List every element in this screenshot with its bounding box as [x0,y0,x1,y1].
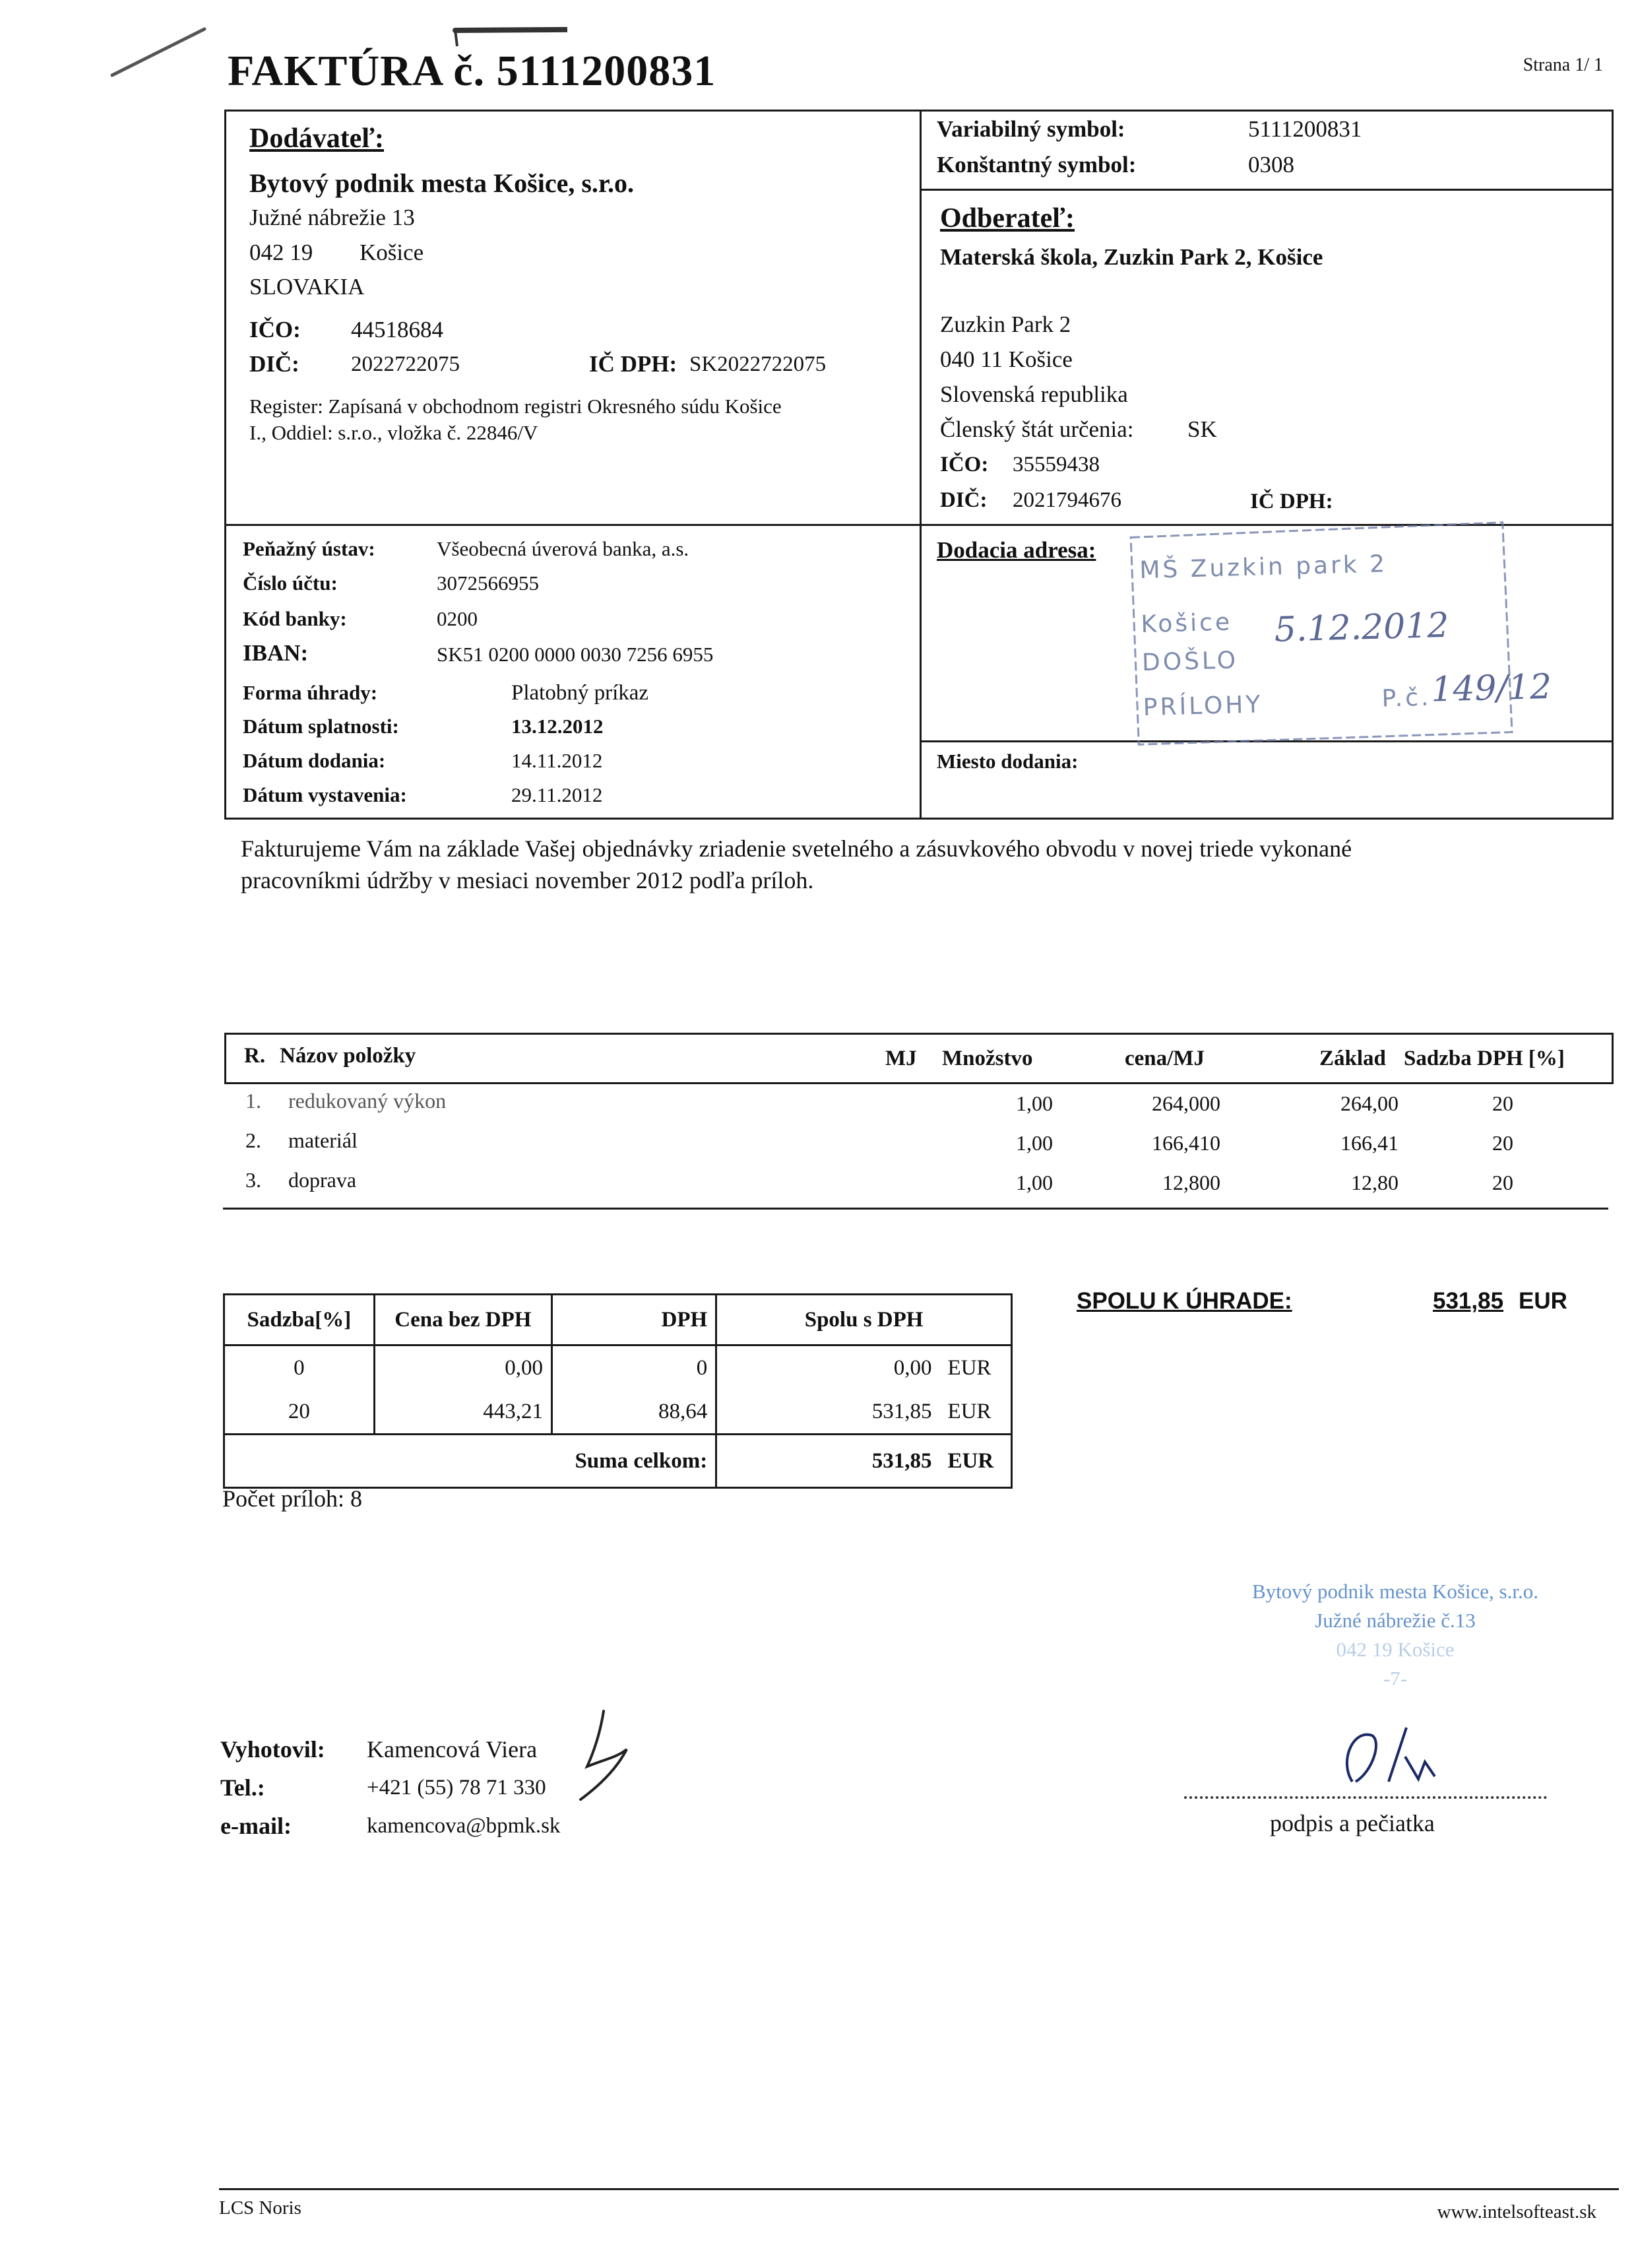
delivery-address-label: Dodacia adresa: [937,537,1096,563]
item-name: doprava [288,1168,357,1192]
issued-by-label: Vyhotovil: [220,1736,325,1763]
supplier-dic: 2022722075 [351,352,460,376]
stamp-handwritten-date: 5.12.2012 [1274,605,1450,650]
company-stamp-line-3: 042 19 Košice [1336,1638,1455,1661]
vat-header-row [224,1295,1012,1345]
customer-dic-label: DIČ: [940,488,988,512]
total-to-pay-currency: EUR [1519,1288,1567,1314]
stamp-line-2: Košice [1141,608,1233,639]
issue-date-label: Dátum vystavenia: [243,783,407,806]
vat-rate-header: Sadzba[%] [224,1295,375,1345]
customer-name: Materská škola, Zuzkin Park 2, Košice [940,244,1323,270]
bank-institution: Všeobecná úverová banka, a.s. [437,537,689,560]
col-base-header: Základ [1319,1047,1386,1070]
table-row [224,1390,1012,1435]
col-name-header: Názov položky [280,1044,416,1068]
item-base: 166,41 [1340,1131,1399,1155]
company-stamp-line-1: Bytový podnik mesta Košice, s.r.o. [1252,1580,1538,1603]
supplier-icdph-label: IČ DPH: [589,351,677,377]
email-label: e-mail: [220,1813,292,1839]
iban: SK51 0200 0000 0030 7256 6955 [437,643,714,666]
item-vat: 20 [1492,1131,1513,1155]
supplier-country: SLOVAKIA [249,274,365,300]
due-date-label: Dátum splatnosti: [243,715,399,738]
box-vertical-divider [920,110,922,820]
phone-label: Tel.: [220,1774,265,1801]
company-stamp-line-4: -7- [1383,1667,1408,1690]
iban-label: IBAN: [243,640,309,666]
vat-net: 443,21 [374,1390,551,1435]
stamp-line-3: DOŠLO [1141,647,1239,677]
item-base: 12,80 [1351,1171,1399,1194]
supplier-icdph: SK2022722075 [689,352,827,376]
items-header-right-rule [1612,1033,1614,1084]
invoice-title: FAKTÚRA č. 5111200831 [228,47,716,95]
stamp-line-4: PRÍLOHY [1143,691,1263,722]
company-stamp [1211,1577,1580,1693]
vat-gross: 531,85 [716,1390,940,1435]
footer-right: www.intelsofteast.sk [1437,2201,1596,2222]
items-header-top-rule [224,1033,1614,1035]
item-qty: 1,00 [1016,1091,1053,1115]
received-stamp [1127,519,1552,747]
constant-symbol-label: Konštantný symbol: [937,152,1137,178]
variable-symbol: 5111200831 [1248,116,1362,142]
description-line-2: pracovníkmi údržby v mesiaci november 2012 podľa príloh. [241,867,814,893]
footer-left: LCS Noris [219,2197,301,2219]
supplier-zip: 042 19 [249,240,313,265]
item-name: materiál [288,1128,358,1152]
email: kamencova@bpmk.sk [367,1814,561,1838]
due-date: 13.12.2012 [511,715,604,738]
footer-rule [219,2188,1619,2190]
supplier-name: Bytový podnik mesta Košice, s.r.o. [249,168,635,198]
company-stamp-line-2: Južné nábrežie č.13 [1315,1609,1476,1632]
customer-ico: 35559438 [1013,453,1100,476]
customer-city: 040 11 Košice [940,346,1073,372]
bank-code-label: Kód banky: [243,607,347,630]
signature-dotted-line [1184,1796,1547,1799]
attachments-count: Počet príloh: 8 [222,1485,362,1512]
issuer-signature [561,1706,640,1805]
vat-total-row [224,1435,1012,1488]
vat-gross: 0,00 [716,1345,940,1390]
item-base: 264,00 [1340,1091,1399,1115]
phone: +421 (55) 78 71 330 [367,1776,546,1799]
supplier-heading: Dodávateľ: [249,123,384,154]
authorised-signature [1326,1716,1445,1795]
constant-symbol: 0308 [1248,152,1294,178]
vat-rate: 20 [224,1390,375,1435]
vat-total: 531,85 [716,1435,940,1488]
stamp-handwritten-ref: 149/12 [1430,666,1552,710]
supplier-dic-label: DIČ: [249,351,299,377]
customer-dic: 2021794676 [1013,488,1121,512]
customer-heading: Odberateľ: [940,203,1075,234]
signature-caption: podpis a pečiatka [1270,1810,1435,1836]
variable-symbol-label: Variabilný symbol: [937,116,1125,142]
table-row [224,1345,1012,1390]
delivery-date-label: Dátum dodania: [243,749,386,772]
item-price: 166,410 [1152,1131,1220,1155]
item-name: redukovaný výkon [288,1089,447,1113]
vat-currency: EUR [940,1390,1012,1435]
symbols-divider [920,189,1614,191]
col-unit-header: MJ [885,1047,917,1070]
total-to-pay-amount: 531,85 [1433,1288,1504,1314]
invoice-description [241,833,1352,896]
issue-date: 29.11.2012 [511,783,603,806]
item-qty: 1,00 [1016,1131,1053,1155]
payment-form: Platobný príkaz [511,681,649,705]
supplier-ico: 44518684 [351,317,443,342]
items-bottom-rule [223,1208,1608,1210]
stamp-ref-label: P.č. [1381,684,1432,713]
items-header-left-rule [224,1033,226,1084]
total-to-pay-label: SPOLU K ÚHRADE: [1077,1288,1292,1314]
supplier-ico-label: IČO: [249,317,301,342]
col-qty-header: Množstvo [942,1047,1033,1070]
item-price: 12,800 [1162,1171,1220,1194]
customer-country: Slovenská republika [940,381,1128,407]
item-vat: 20 [1492,1171,1513,1194]
col-vat-header: Sadzba DPH [%] [1404,1047,1565,1070]
col-price-header: cena/MJ [1125,1047,1205,1070]
vat-currency: EUR [940,1345,1012,1390]
vat-net: 0,00 [374,1345,551,1390]
vat-summary-table [223,1293,1013,1489]
customer-icdph-label: IČ DPH: [1250,490,1333,513]
page-number: Strana 1/ 1 [1523,55,1603,75]
customer-street: Zuzkin Park 2 [940,311,1071,337]
bank-account: 3072566955 [437,571,539,595]
vat-total-currency: EUR [940,1435,1012,1488]
vat-total-label: Suma celkom: [224,1435,716,1488]
stamp-line-1: MŠ Zuzkin park 2 [1139,550,1388,585]
supplier-register-line-1: Register: Zapísaná v obchodnom registri Okresného súdu Košice [249,395,782,418]
item-qty: 1,00 [1016,1171,1053,1194]
customer-ico-label: IČO: [940,453,989,476]
vat-amount-header: DPH [551,1295,716,1345]
member-state: SK [1187,416,1217,442]
item-vat: 20 [1492,1091,1513,1115]
bank-institution-label: Peňažný ústav: [243,537,375,560]
item-no: 1. [245,1089,261,1113]
vat-net-header: Cena bez DPH [374,1295,551,1345]
supplier-register-line-2: I., Oddiel: s.r.o., vložka č. 22846/V [249,421,538,444]
vat-amount: 0 [551,1345,716,1390]
item-no: 2. [245,1128,261,1152]
item-price: 264,000 [1152,1091,1220,1115]
description-line-1: Fakturujeme Vám na základe Vašej objednávky zriadenie svetelného a zásuvkového obvodu v novej triede vykonané [241,835,1352,862]
supplier-city: Košice [360,240,424,265]
payment-form-label: Forma úhrady: [243,681,378,704]
bank-account-label: Číslo účtu: [243,571,338,595]
delivery-place-label: Miesto dodania: [937,750,1079,773]
col-no-header: R. [244,1044,266,1068]
bank-code: 0200 [437,607,478,630]
delivery-date: 14.11.2012 [511,749,603,772]
vat-amount: 88,64 [551,1390,716,1435]
issued-by: Kamencová Viera [367,1736,538,1763]
vat-gross-header: Spolu s DPH [716,1295,1012,1345]
vat-rate: 0 [224,1345,375,1390]
supplier-street: Južné nábrežie 13 [249,205,415,230]
member-state-label: Členský štát určenia: [940,416,1134,442]
item-no: 3. [245,1168,261,1192]
items-header-bottom-rule [224,1082,1614,1084]
